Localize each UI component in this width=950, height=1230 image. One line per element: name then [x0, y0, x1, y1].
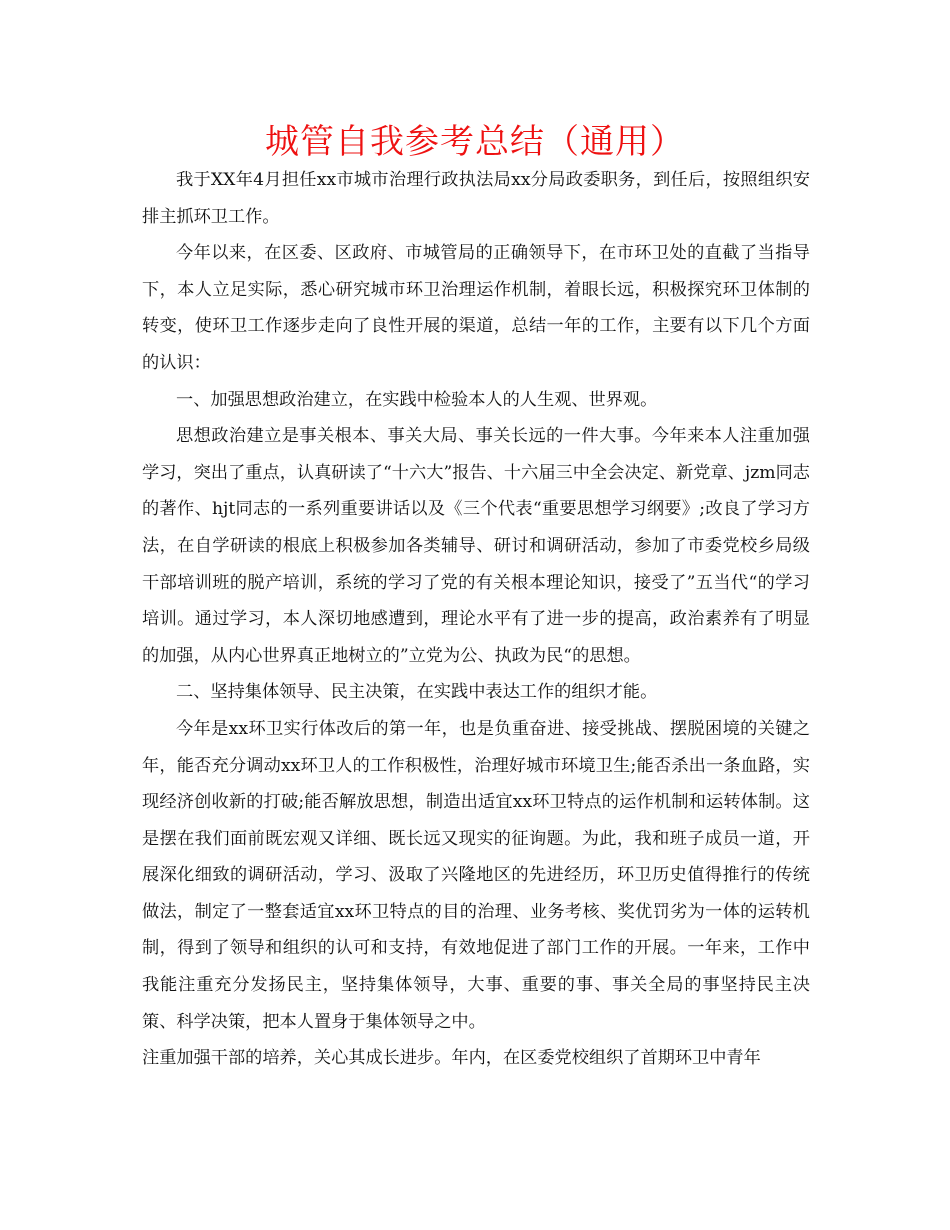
paragraph-overview: 今年以来，在区委、区政府、市城管局的正确领导下，在市环卫处的直截了当指导下，本人立足实际，悉心研究城市环卫治理运作机制，着眼长远，积极探究环卫体制的转变，使环卫工作逐步走向了良性开展的渠道，总结一年的工作，主要有以下几个方面的认识： [142, 243, 810, 373]
heading-collective-leadership: 二、坚持集体领导、民主决策，在实践中表达工作的组织才能。 [176, 682, 658, 703]
heading-political-building: 一、加强思想政治建立，在实践中检验本人的人生观、世界观。 [176, 389, 658, 410]
document-body [142, 162, 810, 1077]
paragraph-cadre-training: 注重加强干部的培养，关心其成长进步。年内，在区委党校组织了首期环卫中青年 [142, 1048, 761, 1069]
paragraph-appointment: 我于XX年4月担任xx市城市治理行政执法局xx分局政委职务，到任后，按照组织安排主抓环卫工作。 [142, 170, 810, 227]
paragraph-collective-leadership: 今年是xx环卫实行体改后的第一年，也是负重奋进、接受挑战、摆脱困境的关键之年，能否充分调动xx环卫人的工作积极性，治理好城市环境卫生;能否杀出一条血路，实现经济创收新的打破;能否解放思想，制造出适宜xx环卫特点的运作机制和运转体制。这是摆在我们面前既宏观又详细、既长远又现实的征询题。为此，我和班子成员一道，开展深化细致的调研活动，学习、汲取了兴隆地区的先进经历，环卫历史值得推行的传统做法，制定了一整套适宜xx环卫特点的目的治理、业务考核、奖优罚劣为一体的运转机制，得到了领导和组织的认可和支持，有效地促进了部门工作的开展。一年来，工作中我能注重充分发扬民主，坚持集体领导，大事、重要的事、事关全局的事坚持民主决策、科学决策，把本人置身于集体领导之中。 [142, 718, 810, 1032]
paragraph-political-building: 思想政治建立是事关根本、事关大局、事关长远的一件大事。今年来本人注重加强学习，突出了重点，认真研读了“十六大”报告、十六届三中全会决定、新党章、jzm同志的著作、hjt同志的一系列重要讲话以及《三个代表“重要思想学习纲要》;改良了学习方法，在自学研读的根底上积极参加各类辅导、研讨和调研活动，参加了市委党校乡局级干部培训班的脱产培训，系统的学习了党的有关根本理论知识，接受了”五当代“的学习培训。通过学习，本人深切地感遭到，理论水平有了进一步的提高，政治素养有了明显的加强，从内心世界真正地树立的”立党为公、执政为民“的思想。 [142, 426, 810, 666]
document-title: 城管自我参考总结（通用） [265, 122, 685, 162]
